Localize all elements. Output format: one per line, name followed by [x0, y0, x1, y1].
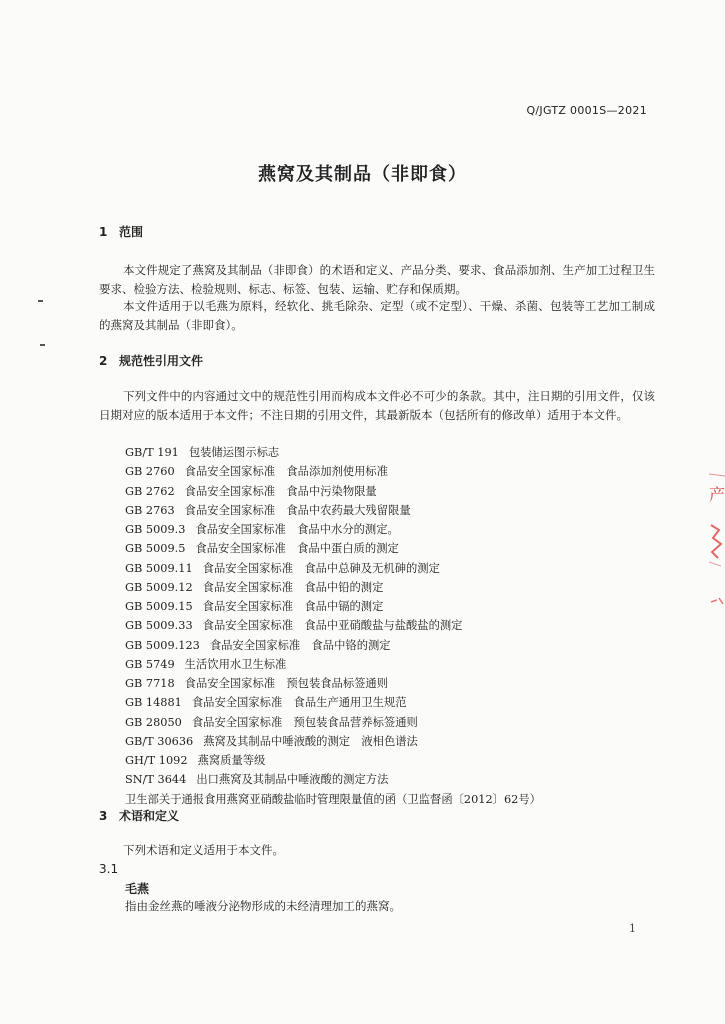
page-number: 1 — [629, 922, 636, 935]
reference-item — [125, 693, 541, 712]
reference-title: 出口燕窝及其制品中唾液酸的测定方法 — [196, 773, 389, 787]
reference-item — [125, 443, 541, 462]
reference-title: 食品安全国家标准 食品中铅的测定 — [202, 580, 384, 594]
reference-title: 食品安全国家标准 食品中铬的测定 — [209, 638, 391, 652]
scan-mark — [38, 300, 43, 302]
scope-paragraph: 本文件适用于以毛燕为原料，经软化、挑毛除杂、定型（或不定型）、干燥、杀菌、包装等工艺加工制成的燕窝及其制品（非即食）。 — [99, 299, 655, 332]
reference-code: GB 5009.33 — [125, 619, 193, 633]
reference-title: 食品安全国家标准 食品中水分的测定。 — [195, 523, 399, 536]
reference-title: 生活饮用水卫生标准 — [184, 657, 287, 671]
section-number: 3 — [99, 809, 108, 823]
reference-item — [125, 559, 541, 578]
term-definition: 指由金丝燕的唾液分泌物形成的未经清理加工的燕窝。 — [125, 899, 401, 913]
term-name: 毛燕 — [125, 882, 150, 896]
reference-title: 食品安全国家标准 食品生产通用卫生规范 — [191, 696, 407, 710]
term-number: 3.1 — [99, 862, 119, 876]
section-title: 规范性引用文件 — [119, 354, 204, 368]
reference-code: GB 7718 — [125, 677, 175, 690]
reference-code: GB 14881 — [125, 696, 182, 710]
reference-title: 燕窝质量等级 — [197, 754, 266, 767]
reference-code: GB 2763 — [125, 503, 175, 517]
reference-code: GB 5009.12 — [125, 580, 193, 594]
reference-code: GB 5009.5 — [125, 542, 186, 556]
reference-item — [125, 462, 541, 481]
reference-code: GB/T 30636 — [125, 734, 194, 748]
reference-title: 食品安全国家标准 食品中镉的测定 — [202, 600, 384, 613]
reference-title: 卫生部关于通报食用燕窝亚硝酸盐临时管理限量值的函（卫监督函〔2012〕62号） — [125, 792, 541, 806]
reference-code: GB/T 191 — [125, 446, 179, 459]
reference-item — [125, 770, 541, 789]
reference-code: GB 2760 — [125, 465, 175, 479]
reference-item — [125, 751, 541, 770]
reference-code: GB 5009.11 — [125, 561, 193, 575]
reference-code: SN/T 3644 — [125, 773, 187, 787]
scan-mark — [40, 344, 45, 346]
reference-item — [125, 616, 541, 635]
reference-item — [125, 578, 541, 597]
reference-item — [125, 520, 541, 539]
reference-code: GB 5749 — [125, 657, 175, 671]
section-number: 2 — [99, 354, 108, 368]
reference-title: 食品安全国家标准 预包装食品标签通则 — [184, 677, 389, 690]
reference-list — [125, 443, 541, 809]
stamp-text: 产 — [709, 485, 725, 504]
document-title: 燕窝及其制品（非即食） — [258, 164, 467, 185]
reference-item — [125, 597, 541, 616]
standard-number: Q/JGTZ 0001S—2021 — [526, 104, 647, 117]
reference-title: 食品安全国家标准 预包装食品营养标签通则 — [191, 715, 418, 729]
section-title: 范围 — [119, 225, 144, 239]
reference-title: 食品安全国家标准 食品中总砷及无机砷的测定 — [202, 561, 440, 575]
reference-code: GB 5009.15 — [125, 600, 193, 613]
reference-item — [125, 636, 541, 655]
section-heading-scope — [99, 223, 143, 240]
reference-title: 燕窝及其制品中唾液酸的测定 液相色谱法 — [203, 734, 418, 748]
reference-title: 食品安全国家标准 食品中污染物限量 — [184, 484, 377, 498]
reference-code: GB 28050 — [125, 715, 182, 729]
terms-intro-paragraph: 下列术语和定义适用于本文件。 — [123, 843, 284, 857]
reference-code: GB 2762 — [125, 484, 175, 498]
stamp-graphic — [703, 470, 725, 620]
scope-paragraph: 本文件规定了燕窝及其制品（非即食）的术语和定义、产品分类、要求、食品添加剂、生产加工过程卫生要求、检验方法、检验规则、标志、标签、包装、运输、贮存和保质期。 — [99, 263, 655, 296]
reference-item — [125, 539, 541, 558]
reference-item — [125, 655, 541, 674]
reference-code: GB 5009.3 — [125, 523, 186, 536]
reference-item — [125, 713, 541, 732]
reference-item — [125, 674, 541, 693]
reference-code: GB 5009.123 — [125, 638, 200, 652]
reference-title: 食品安全国家标准 食品添加剂使用标准 — [184, 465, 389, 479]
reference-item — [125, 501, 541, 520]
reference-title: 食品安全国家标准 食品中蛋白质的测定 — [195, 542, 399, 556]
reference-title: 食品安全国家标准 食品中农药最大残留限量 — [184, 503, 411, 517]
reference-title: 包装储运图示标志 — [188, 446, 280, 459]
section-heading-normative-refs — [99, 352, 203, 369]
reference-item — [125, 790, 541, 809]
red-stamp-fragment — [703, 470, 725, 620]
reference-title: 食品安全国家标准 食品中亚硝酸盐与盐酸盐的测定 — [202, 619, 463, 633]
reference-item — [125, 482, 541, 501]
reference-item — [125, 732, 541, 751]
section-title: 术语和定义 — [119, 809, 180, 823]
section-heading-terms — [99, 807, 179, 824]
refs-intro-paragraph: 下列文件中的内容通过文中的规范性引用而构成本文件必不可少的条款。其中，注日期的引用文件，仅该日期对应的版本适用于本文件；不注日期的引用文件，其最新版本（包括所有的修改单）适用于本文件。 — [99, 389, 655, 422]
section-number: 1 — [99, 225, 108, 239]
reference-code: GH/T 1092 — [125, 754, 188, 767]
